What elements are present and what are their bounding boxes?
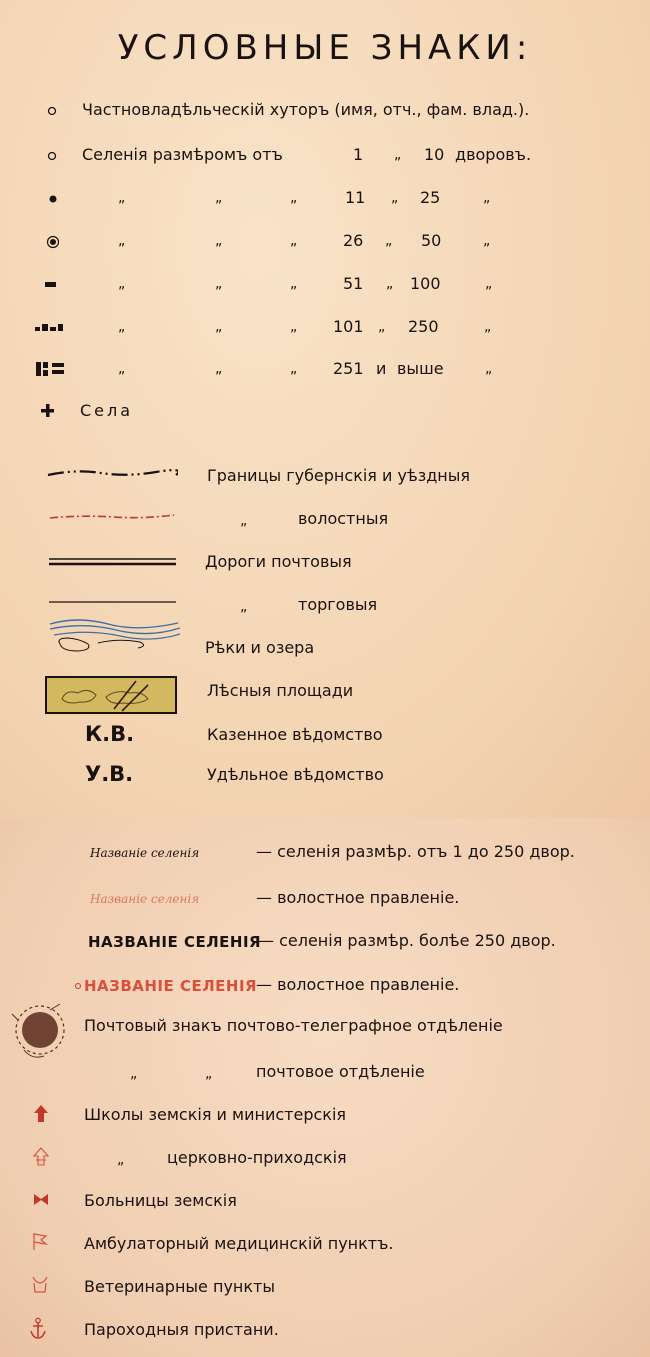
rivers-label: Рѣки и озера xyxy=(205,638,315,657)
name-sample-red-handwritten: Названіе селенія xyxy=(90,892,200,906)
ditto-mark: „ xyxy=(290,233,298,249)
ditto-mark: „ xyxy=(215,361,223,377)
legend-row-ambulatory xyxy=(0,1230,650,1260)
range-unit: „ xyxy=(485,276,493,292)
ditto-mark: „ xyxy=(118,233,126,249)
range-to: 50 xyxy=(421,231,442,250)
legend-row-church-schools xyxy=(0,1144,650,1174)
forest-area-icon xyxy=(44,675,178,715)
trade-road-label: торговыя xyxy=(298,595,378,614)
range-to: 250 xyxy=(408,317,439,336)
legend-row-sela xyxy=(0,397,650,427)
ditto-mark: „ xyxy=(290,361,298,377)
post-road-line-icon xyxy=(48,554,178,568)
legend-row-name-large xyxy=(0,927,650,957)
ditto-mark: „ xyxy=(240,599,248,615)
schools-label: Школы земскія и министерскія xyxy=(84,1105,347,1124)
legend-row-khutor xyxy=(0,96,650,126)
ditto-mark: „ xyxy=(118,319,126,335)
legend-row-settlement-4 xyxy=(0,270,650,300)
legend-row-post-telegraph xyxy=(0,1012,650,1052)
school-arrow-icon xyxy=(33,1104,49,1124)
name-sample-caps-red: НАЗВАНIЕ СЕЛЕНIЯ xyxy=(84,977,258,995)
name-sample-caps: НАЗВАНIЕ СЕЛЕНIЯ xyxy=(88,933,262,951)
legend-row-veterinary xyxy=(0,1273,650,1303)
range-unit: „ xyxy=(484,319,492,335)
hollow-circle-icon xyxy=(46,150,58,162)
ambulatory-label: Амбулаторный медицинскій пунктъ. xyxy=(84,1234,394,1253)
ditto-mark: „ xyxy=(215,276,223,292)
ditto-mark: „ xyxy=(118,190,126,206)
legend-row-settlement-1 xyxy=(0,141,650,171)
range-from: 26 xyxy=(343,231,364,250)
name-small-label: — селенія размѣр. отъ 1 до 250 двор. xyxy=(256,842,575,861)
ditto-mark: „ xyxy=(215,233,223,249)
ditto-mark: „ xyxy=(290,190,298,206)
block-grid-icon xyxy=(34,360,68,380)
legend-row-settlement-2 xyxy=(0,184,650,214)
ditto-mark: „ xyxy=(205,1066,213,1082)
legend-row-settlement-5 xyxy=(0,313,650,343)
sela-label: Села xyxy=(80,401,134,420)
trade-road-line-icon xyxy=(48,597,178,607)
legend-row-piers xyxy=(0,1316,650,1346)
legend-row-vol-border xyxy=(0,505,650,535)
range-unit: дворовъ. xyxy=(455,145,532,164)
name-large-volost-label: — волостное правленіе. xyxy=(256,975,460,994)
vol-border-line-icon xyxy=(48,510,176,522)
legend-row-gub-border xyxy=(0,462,650,492)
name-small-volost-label: — волостное правленіе. xyxy=(256,888,460,907)
ditto-mark: „ xyxy=(117,1152,125,1168)
khutor-label: Частновладѣльческій хуторъ (имя, отч., фам. влад.). xyxy=(82,100,530,119)
range-from: 51 xyxy=(343,274,364,293)
legend-row-settlement-6 xyxy=(0,355,650,385)
block-cluster-icon xyxy=(34,321,68,335)
legend-title: УСЛОВНЫЕ ЗНАКИ: xyxy=(117,28,533,68)
post-office-label: почтовое отдѣленіе xyxy=(256,1062,425,1081)
ditto-mark: „ xyxy=(290,276,298,292)
piers-label: Пароходныя пристани. xyxy=(84,1320,279,1339)
legend-row-kv xyxy=(0,720,650,754)
hollow-circle-icon xyxy=(46,105,58,117)
uv-label: Удѣльное вѣдомство xyxy=(207,765,384,784)
hospitals-label: Больницы земскія xyxy=(84,1191,237,1210)
settlement-prefix: Селенія размѣромъ отъ xyxy=(82,145,283,164)
range-to: 25 xyxy=(420,188,441,207)
name-sample-handwritten: Названіе селенія xyxy=(90,846,200,860)
name-large-label: — селенія размѣр. болѣе 250 двор. xyxy=(258,931,556,950)
legend-row-schools xyxy=(0,1101,650,1131)
legend-row-hospitals xyxy=(0,1187,650,1217)
post-road-label: Дороги почтовыя xyxy=(205,552,352,571)
filled-dot-icon xyxy=(47,193,59,205)
ditto-mark: „ xyxy=(394,147,402,163)
legend-row-name-small-volost xyxy=(0,884,650,914)
ditto-mark: „ xyxy=(118,276,126,292)
cross-icon xyxy=(40,403,56,419)
legend-row-post-road xyxy=(0,548,650,578)
small-circle-icon xyxy=(74,982,82,990)
flag-icon xyxy=(31,1232,49,1252)
range-to: выше xyxy=(397,359,444,378)
vet-icon xyxy=(30,1275,50,1295)
post-telegraph-label: Почтовый знакъ почтово-телеграфное отдѣленіе xyxy=(84,1016,503,1035)
range-unit: „ xyxy=(483,233,491,249)
gub-border-line-icon xyxy=(46,466,178,480)
range-i: и xyxy=(376,359,387,378)
legend-row-post-office xyxy=(0,1058,650,1088)
ditto-mark: „ xyxy=(240,513,248,529)
legend-row-trade-road xyxy=(0,591,650,621)
postmark-icon xyxy=(10,1000,70,1064)
range-from: 101 xyxy=(333,317,364,336)
range-from: 11 xyxy=(345,188,366,207)
church-school-icon xyxy=(33,1147,49,1167)
uv-symbol: У.В. xyxy=(85,762,134,786)
forest-label: Лѣсныя площади xyxy=(207,681,354,700)
legend-row-name-large-volost xyxy=(0,971,650,1001)
ditto-mark: „ xyxy=(215,190,223,206)
legend-row-forest xyxy=(0,673,650,717)
anchor-icon xyxy=(28,1317,48,1341)
range-unit: „ xyxy=(483,190,491,206)
ditto-mark: „ xyxy=(118,361,126,377)
vol-border-label: волостныя xyxy=(298,509,389,528)
kv-label: Казенное вѣдомство xyxy=(207,725,383,744)
church-schools-label: церковно-приходскія xyxy=(167,1148,347,1167)
ditto-mark: „ xyxy=(391,190,399,206)
ditto-mark: „ xyxy=(385,233,393,249)
hospital-icon xyxy=(33,1193,49,1207)
ditto-mark: „ xyxy=(130,1066,138,1082)
range-to: 10 xyxy=(424,145,445,164)
gub-border-label: Границы губернскія и уѣздныя xyxy=(207,466,470,485)
range-unit: „ xyxy=(485,361,493,377)
rivers-icon xyxy=(48,618,183,658)
legend-row-settlement-3 xyxy=(0,227,650,257)
legend-row-name-small xyxy=(0,838,650,868)
range-from: 1 xyxy=(353,145,364,164)
ditto-mark: „ xyxy=(215,319,223,335)
ditto-mark: „ xyxy=(386,276,394,292)
dash-icon xyxy=(44,280,58,290)
range-from: 251 xyxy=(333,359,364,378)
legend-row-uv xyxy=(0,760,650,794)
veterinary-label: Ветеринарные пункты xyxy=(84,1277,275,1296)
kv-symbol: К.В. xyxy=(85,722,135,746)
legend-row-rivers xyxy=(0,630,650,670)
range-to: 100 xyxy=(410,274,441,293)
ditto-mark: „ xyxy=(290,319,298,335)
ringed-dot-icon xyxy=(45,234,61,250)
ditto-mark: „ xyxy=(378,319,386,335)
